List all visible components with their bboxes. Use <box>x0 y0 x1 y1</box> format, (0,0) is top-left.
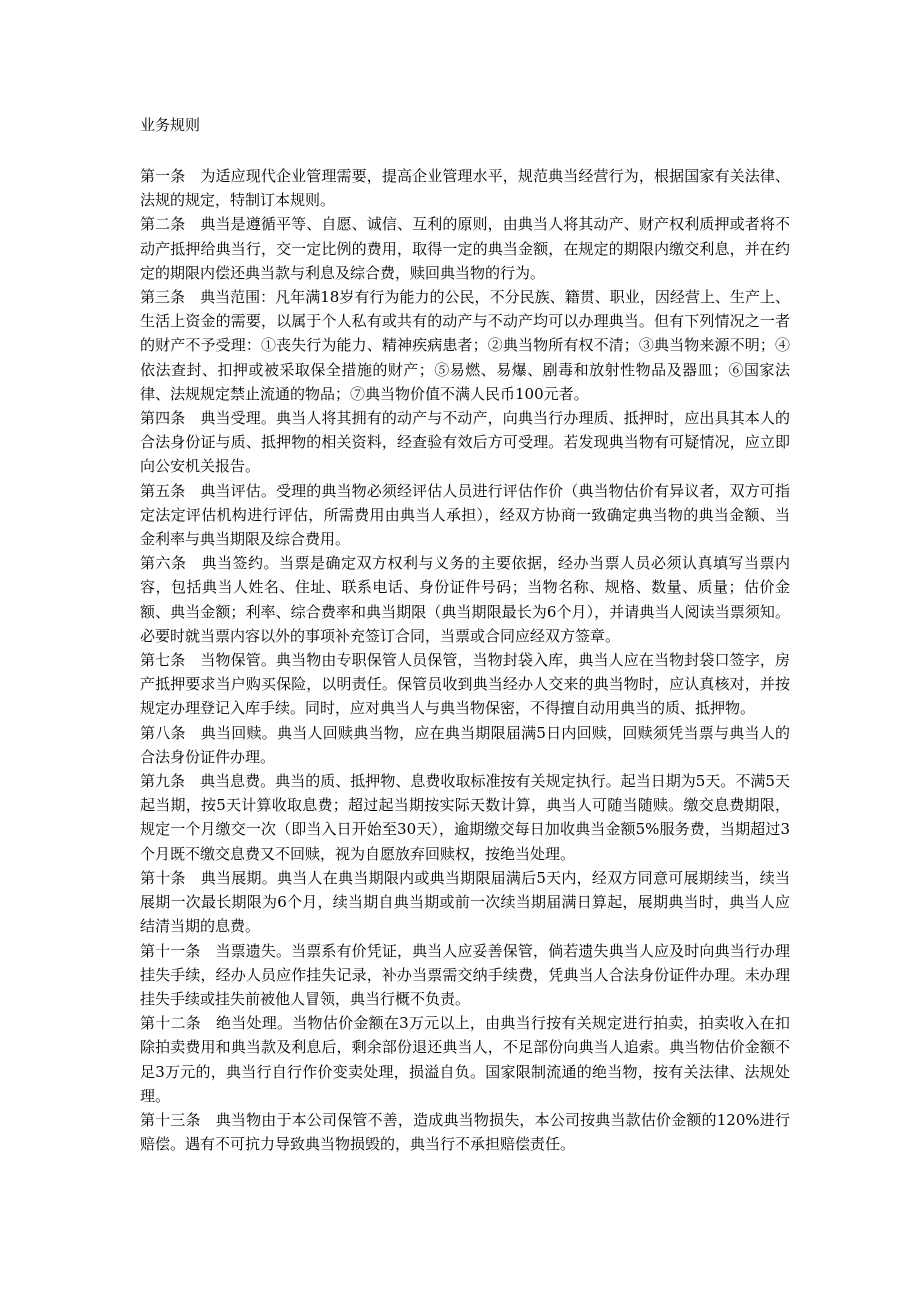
article-6 <box>140 551 790 648</box>
article-10 <box>140 866 790 939</box>
article-text: 当物保管。典当物由专职保管人员保管，当物封袋入库，典当人应在当物封袋口签字，房产抵押要求当户购买保险，以明责任。保管员收到典当经办人交来的典当物时，应认真核对，并按规定办理登记入库手续。同时，应对典当人与典当物保密，不得擅自动用典当的质、抵押物。 <box>140 651 790 718</box>
article-2 <box>140 212 790 285</box>
article-number: 第八条 <box>140 723 186 742</box>
article-number: 第十条 <box>140 868 186 887</box>
article-text: 典当签约。当票是确定双方权利与义务的主要依据，经办当票人员必须认真填写当票内容，包括典当人姓名、住址、联系电话、身份证件号码；当物名称、规格、数量、质量；估价金额、典当金额；利率、综合费率和典当期限（典当期限最长为6个月），并请典当人阅读当票须知。必要时就当票内容以外的事项补充签订合同，当票或合同应经双方签章。 <box>140 554 790 645</box>
article-5 <box>140 479 790 552</box>
article-text: 典当范围：凡年满18岁有行为能力的公民，不分民族、籍贯、职业，因经营上、生产上、生活上资金的需要，以属于个人私有或共有的动产与不动产均可以办理典当。但有下列情况之一者的财产不予受理：①丧失行为能力、精神疾病患者；②典当物所有权不清；③典当物来源不明；④依法查封、扣押或被采取保全措施的财产；⑤易燃、易爆、剧毒和放射性物品及器皿；⑥国家法律、法规规定禁止流通的物品；⑦典当物价值不满人民币100元者。 <box>140 288 790 403</box>
article-text: 绝当处理。当物估价金额在3万元以上，由典当行按有关规定进行拍卖，拍卖收入在扣除拍卖费用和典当款及利息后，剩余部份退还典当人，不足部份向典当人追索。典当物估价金额不足3万元的，典当行自行作价变卖处理，损溢自负。国家限制流通的绝当物，按有关法律、法规处理。 <box>140 1014 790 1105</box>
article-text: 为适应现代企业管理需要，提高企业管理水平，规范典当经营行为，根据国家有关法律、法规的规定，特制订本规则。 <box>140 167 790 210</box>
article-text: 典当是遵循平等、自愿、诚信、互利的原则，由典当人将其动产、财产权利质押或者将不动产抵押给典当行，交一定比例的费用，取得一定的典当金额，在规定的期限内缴交利息，并在约定的期限内偿还典当款与利息及综合费，赎回典当物的行为。 <box>140 215 790 282</box>
article-7 <box>140 648 790 721</box>
article-number: 第十一条 <box>140 941 201 960</box>
article-8 <box>140 721 790 769</box>
document-page <box>140 112 790 1156</box>
article-number: 第六条 <box>140 554 187 573</box>
article-number: 第七条 <box>140 651 186 670</box>
article-12 <box>140 1011 790 1108</box>
article-text: 典当物由于本公司保管不善，造成典当物损失，本公司按典当款估价金额的120%进行赔偿。遇有不可抗力导致典当物损毁的，典当行不承担赔偿责任。 <box>140 1110 790 1154</box>
article-text: 典当回赎。典当人回赎典当物，应在典当期限届满5日内回赎，回赎须凭当票与典当人的合法身份证件办理。 <box>140 723 790 766</box>
article-text: 典当展期。典当人在典当期限内或典当期限届满后5天内，经双方同意可展期续当，续当展期一次最长期限为6个月，续当期自典当期或前一次续当期届满日算起，展期典当时，典当人应结清当期的息费。 <box>140 868 790 936</box>
article-list <box>140 164 790 1156</box>
article-text: 典当评估。受理的典当物必须经评估人员进行评估作价（典当物估价有异议者，双方可指定法定评估机构进行评估，所需费用由典当人承担），经双方协商一致确定典当物的典当金额、当金利率与典当期限及综合费用。 <box>140 481 790 549</box>
article-text: 典当受理。典当人将其拥有的动产与不动产，向典当行办理质、抵押时，应出具其本人的合法身份证与质、抵押物的相关资料，经查验有效后方可受理。若发现典当物有可疑情况，应立即向公安机关报告。 <box>140 409 790 476</box>
article-number: 第十三条 <box>140 1110 201 1129</box>
article-9 <box>140 769 790 866</box>
article-1 <box>140 164 790 212</box>
article-text: 当票遗失。当票系有价凭证，典当人应妥善保管，倘若遗失典当人应及时向典当行办理挂失手续，经办人员应作挂失记录，补办当票需交纳手续费，凭典当人合法身份证件办理。未办理挂失手续或挂失前被他人冒领，典当行概不负责。 <box>140 941 790 1008</box>
article-number: 第一条 <box>140 167 186 185</box>
article-number: 第三条 <box>140 288 186 307</box>
article-number: 第九条 <box>140 772 186 791</box>
article-number: 第二条 <box>140 215 186 234</box>
article-11 <box>140 939 790 1012</box>
article-number: 第五条 <box>140 481 186 500</box>
article-text: 典当息费。典当的质、抵押物、息费收取标准按有关规定执行。起当日期为5天。不满5天起当期，按5天计算收取息费；超过起当期按实际天数计算，典当人可随当随赎。缴交息费期限，规定一个月缴交一次（即当入日开始至30天），逾期缴交每日加收典当金额5%服务费，当期超过3个月既不缴交息费又不回赎，视为自愿放弃回赎权，按绝当处理。 <box>140 772 790 863</box>
article-4 <box>140 406 790 479</box>
document-title: 业务规则 <box>140 116 201 134</box>
article-number: 第四条 <box>140 409 186 428</box>
article-3 <box>140 285 790 406</box>
article-13 <box>140 1108 790 1156</box>
article-number: 第十二条 <box>140 1014 202 1033</box>
